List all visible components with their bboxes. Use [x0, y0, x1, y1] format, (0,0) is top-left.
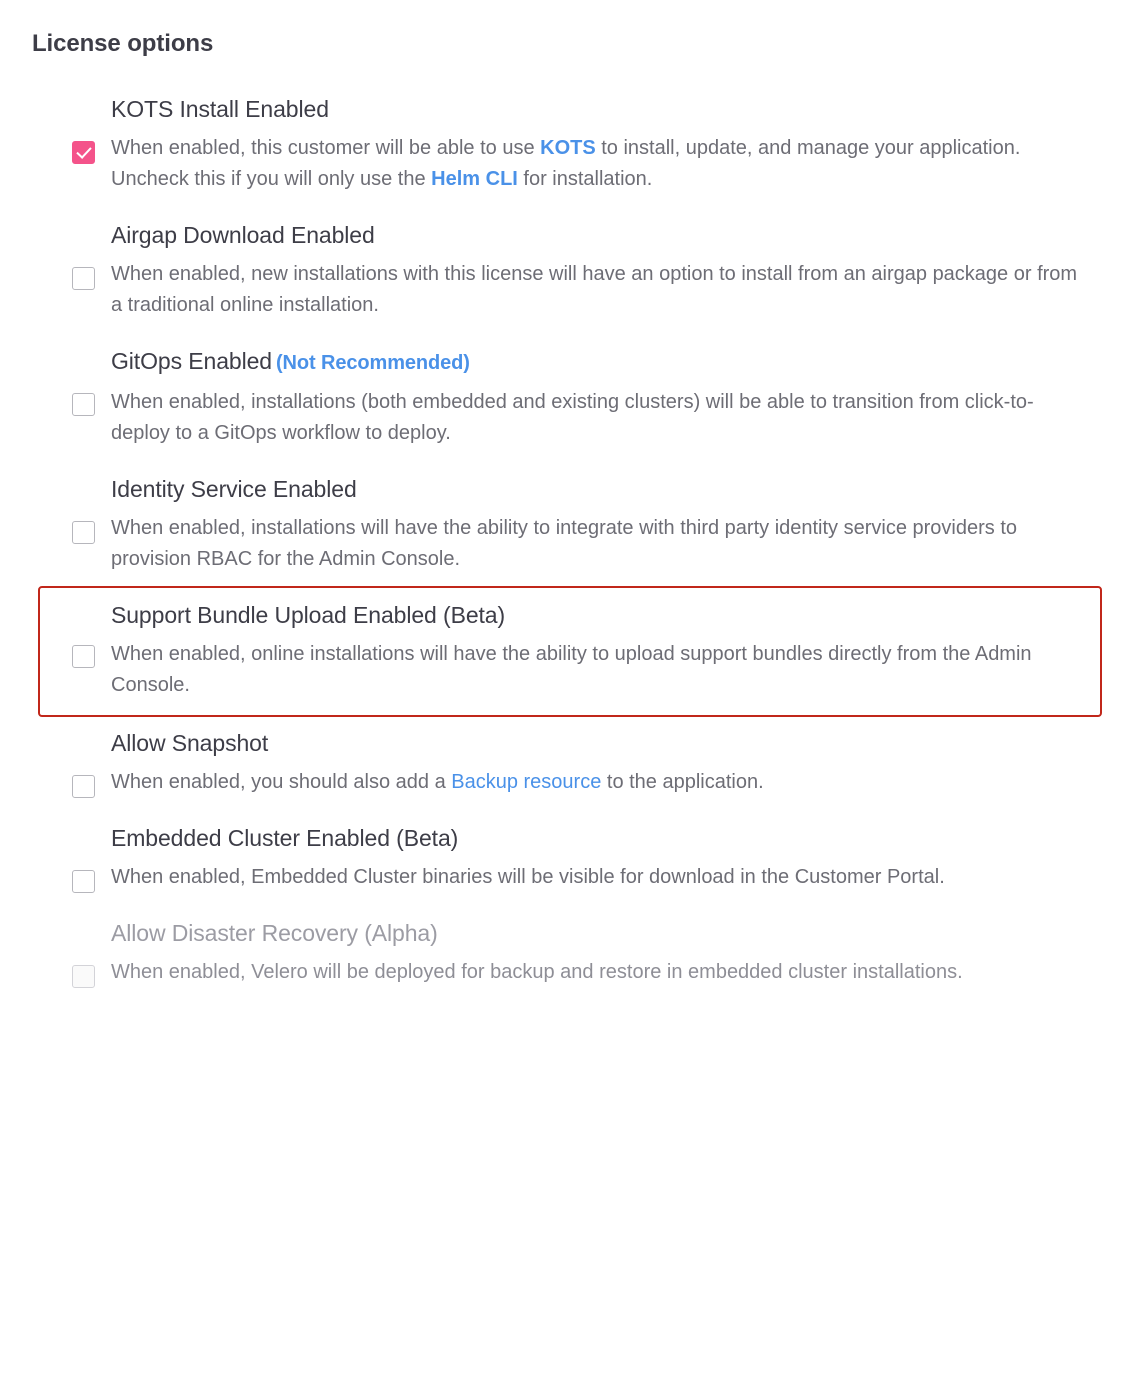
option-title-text: Allow Snapshot [111, 730, 269, 756]
description-text: When enabled, installations will have the ability to integrate with third party identity service providers to provision RBAC for the Admin Console. [111, 517, 1018, 570]
option-title-airgap-download-enabled [111, 220, 1092, 250]
option-title-note: (Not Recommended) [275, 352, 470, 374]
description-text: When enabled, you should also add a [111, 771, 452, 793]
description-text: to the application. [601, 771, 764, 793]
description-text: When enabled, this customer will be able to use [111, 137, 541, 159]
option-title-text: Airgap Download Enabled [111, 222, 375, 248]
option-title-kots-install-enabled [111, 94, 1092, 124]
checkbox-airgap-download-enabled[interactable] [72, 267, 95, 290]
option-title-text: GitOps Enabled [111, 348, 272, 374]
checkbox-allow-disaster-recovery [72, 965, 95, 988]
license-option-airgap-download-enabled [30, 218, 1112, 323]
option-title-text: KOTS Install Enabled [111, 96, 329, 122]
description-text: When enabled, new installations with this license will have an option to install from an airgap package or from a traditional online installation. [111, 263, 1078, 316]
option-title-text: Allow Disaster Recovery (Alpha) [111, 920, 438, 946]
option-description-gitops-enabled [111, 387, 1092, 449]
checkbox-kots-install-enabled[interactable] [72, 141, 95, 164]
page-title: License options [32, 30, 214, 57]
option-description-allow-snapshot [111, 767, 1092, 798]
checkbox-support-bundle-upload-enabled[interactable] [72, 645, 95, 668]
checkbox-embedded-cluster-enabled[interactable] [72, 870, 95, 893]
option-title-gitops-enabled [111, 346, 1092, 378]
option-description-kots-install-enabled [111, 133, 1092, 195]
description-text: When enabled, installations (both embedded and existing clusters) will be able to transition from click-to-deploy to a GitOps workflow to deploy. [111, 391, 1034, 444]
license-option-embedded-cluster-enabled [30, 821, 1112, 895]
option-title-text: Identity Service Enabled [111, 476, 357, 502]
option-title-embedded-cluster-enabled [111, 823, 1092, 853]
description-text: to install, update, and manage your application. Uncheck this if you will only use the [111, 137, 1021, 190]
license-options-list [30, 92, 1112, 990]
option-description-embedded-cluster-enabled [111, 862, 1092, 893]
option-description-allow-disaster-recovery [111, 957, 1092, 988]
description-text: When enabled, online installations will have the ability to upload support bundles directly from the Admin Console. [111, 643, 1032, 696]
description-link[interactable]: KOTS [540, 137, 596, 159]
checkbox-gitops-enabled[interactable] [72, 393, 95, 416]
option-title-identity-service-enabled [111, 474, 1092, 504]
checkbox-allow-snapshot[interactable] [72, 775, 95, 798]
license-option-kots-install-enabled [30, 92, 1112, 197]
license-option-support-bundle-upload-enabled [38, 586, 1102, 717]
description-text: for installation. [517, 168, 653, 190]
option-description-identity-service-enabled [111, 513, 1092, 575]
option-title-support-bundle-upload-enabled [111, 600, 1082, 630]
license-option-gitops-enabled [30, 344, 1112, 451]
checkbox-identity-service-enabled[interactable] [72, 521, 95, 544]
option-title-allow-disaster-recovery [111, 918, 1092, 948]
license-option-allow-disaster-recovery [30, 916, 1112, 990]
description-text: When enabled, Embedded Cluster binaries will be visible for download in the Customer Portal. [111, 866, 945, 888]
description-text: When enabled, Velero will be deployed for backup and restore in embedded cluster installations. [111, 961, 963, 983]
description-link[interactable]: Helm CLI [431, 168, 518, 190]
option-description-support-bundle-upload-enabled [111, 639, 1082, 701]
option-title-text: Support Bundle Upload Enabled (Beta) [111, 602, 506, 628]
option-title-text: Embedded Cluster Enabled (Beta) [111, 825, 459, 851]
option-description-airgap-download-enabled [111, 259, 1092, 321]
option-title-allow-snapshot [111, 728, 1092, 758]
description-link[interactable]: Backup resource [451, 771, 602, 793]
license-option-identity-service-enabled [30, 472, 1112, 577]
license-option-allow-snapshot [30, 726, 1112, 800]
